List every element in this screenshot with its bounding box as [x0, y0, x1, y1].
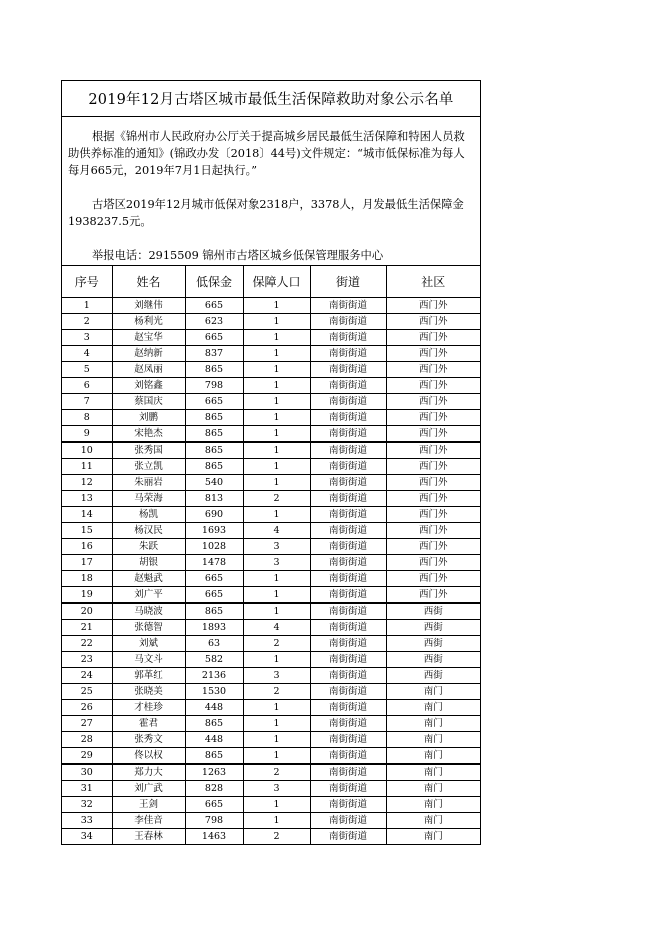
- household-size-cell: 1: [243, 330, 310, 346]
- row-index-cell: 18: [62, 571, 112, 587]
- community-cell: 南门: [386, 716, 480, 732]
- table-row: [62, 668, 480, 684]
- subdistrict-cell: 南街街道: [310, 829, 386, 845]
- row-index-cell: 28: [62, 732, 112, 748]
- allowance-amount-cell: 665: [185, 394, 243, 410]
- table-header-row: [62, 266, 480, 298]
- allowance-amount-cell: 690: [185, 507, 243, 523]
- community-cell: 西门外: [386, 507, 480, 523]
- row-index-cell: 8: [62, 410, 112, 426]
- subdistrict-cell: 南街街道: [310, 764, 386, 781]
- table-row: [62, 716, 480, 732]
- recipients-table: [62, 266, 480, 844]
- recipient-name-cell: 刘斌: [112, 636, 185, 652]
- recipient-name-cell: 李佳音: [112, 813, 185, 829]
- subdistrict-cell: 南街街道: [310, 797, 386, 813]
- row-index-cell: 33: [62, 813, 112, 829]
- row-index-cell: 27: [62, 716, 112, 732]
- household-size-cell: 3: [243, 555, 310, 571]
- row-index-cell: 6: [62, 378, 112, 394]
- allowance-amount-cell: 665: [185, 587, 243, 604]
- allowance-amount-cell: 865: [185, 603, 243, 620]
- recipient-name-cell: 张秀文: [112, 732, 185, 748]
- row-index-cell: 12: [62, 475, 112, 491]
- household-size-cell: 1: [243, 716, 310, 732]
- recipient-name-cell: 张晓美: [112, 684, 185, 700]
- allowance-amount-cell: 1893: [185, 620, 243, 636]
- community-cell: 西门外: [386, 362, 480, 378]
- table-row: [62, 652, 480, 668]
- table-row: [62, 426, 480, 443]
- subdistrict-cell: 南街街道: [310, 459, 386, 475]
- notice-hotline-text: 举报电话：2915509 锦州市古塔区城乡低保管理服务中心: [92, 249, 384, 262]
- header-subdistrict: 街道: [310, 266, 386, 298]
- subdistrict-cell: 南街街道: [310, 652, 386, 668]
- row-index-cell: 24: [62, 668, 112, 684]
- table-row: [62, 523, 480, 539]
- community-cell: 西街: [386, 636, 480, 652]
- row-index-cell: 23: [62, 652, 112, 668]
- table-row: [62, 636, 480, 652]
- community-cell: 南门: [386, 764, 480, 781]
- recipient-name-cell: 刘继伟: [112, 298, 185, 314]
- community-cell: 南门: [386, 748, 480, 765]
- header-allowance: 低保金: [185, 266, 243, 298]
- household-size-cell: 1: [243, 362, 310, 378]
- recipient-name-cell: 赵宝华: [112, 330, 185, 346]
- subdistrict-cell: 南街街道: [310, 620, 386, 636]
- community-cell: 西门外: [386, 378, 480, 394]
- allowance-amount-cell: 865: [185, 459, 243, 475]
- recipient-name-cell: 赵凤丽: [112, 362, 185, 378]
- row-index-cell: 10: [62, 442, 112, 459]
- subdistrict-cell: 南街街道: [310, 668, 386, 684]
- recipient-name-cell: 佟以权: [112, 748, 185, 765]
- recipient-name-cell: 才桂珍: [112, 700, 185, 716]
- household-size-cell: 1: [243, 475, 310, 491]
- recipient-name-cell: 朱跃: [112, 539, 185, 555]
- table-row: [62, 732, 480, 748]
- recipient-name-cell: 刘铭鑫: [112, 378, 185, 394]
- table-row: [62, 620, 480, 636]
- household-size-cell: 2: [243, 829, 310, 845]
- subdistrict-cell: 南街街道: [310, 378, 386, 394]
- notice-summary-text: 古塔区2019年12月城市低保对象2318户，3378人，月发最低生活保障金1938237.5元。: [68, 198, 464, 228]
- spreadsheet: [61, 80, 481, 845]
- notice-policy-text: 根据《锦州市人民政府办公厅关于提高城乡居民最低生活保障和特困人员救助供养标准的通知》(锦政办发〔2018〕44号)文件规定：“城市低保标准为每人每月665元，2019年7月1日起执行。”: [68, 130, 465, 177]
- allowance-amount-cell: 837: [185, 346, 243, 362]
- table-row: [62, 346, 480, 362]
- table-row: [62, 507, 480, 523]
- recipient-name-cell: 郭革红: [112, 668, 185, 684]
- allowance-amount-cell: 828: [185, 781, 243, 797]
- table-row: [62, 587, 480, 604]
- household-size-cell: 1: [243, 442, 310, 459]
- recipient-name-cell: 朱丽岩: [112, 475, 185, 491]
- community-cell: 西门外: [386, 539, 480, 555]
- community-cell: 西门外: [386, 491, 480, 507]
- community-cell: 西门外: [386, 555, 480, 571]
- table-row: [62, 491, 480, 507]
- household-size-cell: 1: [243, 700, 310, 716]
- allowance-amount-cell: 582: [185, 652, 243, 668]
- community-cell: 西门外: [386, 523, 480, 539]
- row-index-cell: 32: [62, 797, 112, 813]
- table-row: [62, 330, 480, 346]
- subdistrict-cell: 南街街道: [310, 603, 386, 620]
- household-size-cell: 3: [243, 539, 310, 555]
- row-index-cell: 11: [62, 459, 112, 475]
- table-row: [62, 748, 480, 765]
- table-row: [62, 571, 480, 587]
- household-size-cell: 1: [243, 394, 310, 410]
- subdistrict-cell: 南街街道: [310, 748, 386, 765]
- row-index-cell: 26: [62, 700, 112, 716]
- header-index: 序号: [62, 266, 112, 298]
- table-row: [62, 555, 480, 571]
- header-household-size: 保障人口: [243, 266, 310, 298]
- recipient-name-cell: 刘广平: [112, 587, 185, 604]
- household-size-cell: 2: [243, 764, 310, 781]
- table-row: [62, 781, 480, 797]
- allowance-amount-cell: 63: [185, 636, 243, 652]
- recipient-name-cell: 赵纳新: [112, 346, 185, 362]
- recipient-name-cell: 马荣海: [112, 491, 185, 507]
- household-size-cell: 1: [243, 459, 310, 475]
- allowance-amount-cell: 798: [185, 813, 243, 829]
- household-size-cell: 2: [243, 684, 310, 700]
- table-row: [62, 700, 480, 716]
- allowance-amount-cell: 813: [185, 491, 243, 507]
- community-cell: 西门外: [386, 314, 480, 330]
- row-index-cell: 21: [62, 620, 112, 636]
- table-row: [62, 459, 480, 475]
- subdistrict-cell: 南街街道: [310, 571, 386, 587]
- community-cell: 西街: [386, 603, 480, 620]
- household-size-cell: 3: [243, 781, 310, 797]
- household-size-cell: 4: [243, 523, 310, 539]
- community-cell: 南门: [386, 700, 480, 716]
- table-row: [62, 298, 480, 314]
- allowance-amount-cell: 623: [185, 314, 243, 330]
- row-index-cell: 9: [62, 426, 112, 443]
- row-index-cell: 25: [62, 684, 112, 700]
- subdistrict-cell: 南街街道: [310, 442, 386, 459]
- row-index-cell: 22: [62, 636, 112, 652]
- row-index-cell: 14: [62, 507, 112, 523]
- recipient-name-cell: 王春林: [112, 829, 185, 845]
- row-index-cell: 19: [62, 587, 112, 604]
- row-index-cell: 4: [62, 346, 112, 362]
- subdistrict-cell: 南街街道: [310, 813, 386, 829]
- allowance-amount-cell: 2136: [185, 668, 243, 684]
- row-index-cell: 7: [62, 394, 112, 410]
- household-size-cell: 1: [243, 507, 310, 523]
- household-size-cell: 1: [243, 571, 310, 587]
- allowance-amount-cell: 1693: [185, 523, 243, 539]
- recipient-name-cell: 杨凯: [112, 507, 185, 523]
- recipient-name-cell: 刘鹏: [112, 410, 185, 426]
- household-size-cell: 1: [243, 378, 310, 394]
- household-size-cell: 1: [243, 346, 310, 362]
- recipient-name-cell: 霍君: [112, 716, 185, 732]
- recipient-name-cell: 张立凯: [112, 459, 185, 475]
- household-size-cell: 1: [243, 732, 310, 748]
- subdistrict-cell: 南街街道: [310, 523, 386, 539]
- household-size-cell: 1: [243, 410, 310, 426]
- row-index-cell: 3: [62, 330, 112, 346]
- community-cell: 西门外: [386, 394, 480, 410]
- subdistrict-cell: 南街街道: [310, 732, 386, 748]
- community-cell: 南门: [386, 684, 480, 700]
- subdistrict-cell: 南街街道: [310, 330, 386, 346]
- recipient-name-cell: 刘广武: [112, 781, 185, 797]
- table-row: [62, 829, 480, 845]
- row-index-cell: 17: [62, 555, 112, 571]
- allowance-amount-cell: 665: [185, 298, 243, 314]
- row-index-cell: 16: [62, 539, 112, 555]
- community-cell: 西街: [386, 620, 480, 636]
- table-row: [62, 410, 480, 426]
- subdistrict-cell: 南街街道: [310, 426, 386, 443]
- community-cell: 西门外: [386, 426, 480, 443]
- household-size-cell: 4: [243, 620, 310, 636]
- subdistrict-cell: 南街街道: [310, 555, 386, 571]
- community-cell: 南门: [386, 732, 480, 748]
- recipient-name-cell: 宋艳杰: [112, 426, 185, 443]
- allowance-amount-cell: 865: [185, 442, 243, 459]
- allowance-amount-cell: 1463: [185, 829, 243, 845]
- subdistrict-cell: 南街街道: [310, 394, 386, 410]
- household-size-cell: 1: [243, 813, 310, 829]
- subdistrict-cell: 南街街道: [310, 362, 386, 378]
- allowance-amount-cell: 865: [185, 426, 243, 443]
- table-row: [62, 603, 480, 620]
- allowance-amount-cell: 865: [185, 748, 243, 765]
- row-index-cell: 30: [62, 764, 112, 781]
- community-cell: 西门外: [386, 410, 480, 426]
- allowance-amount-cell: 798: [185, 378, 243, 394]
- allowance-amount-cell: 1478: [185, 555, 243, 571]
- household-size-cell: 1: [243, 314, 310, 330]
- allowance-amount-cell: 540: [185, 475, 243, 491]
- household-size-cell: 1: [243, 426, 310, 443]
- table-row: [62, 539, 480, 555]
- household-size-cell: 1: [243, 298, 310, 314]
- table-row: [62, 684, 480, 700]
- community-cell: 南门: [423, 831, 443, 842]
- community-cell: 西门外: [386, 442, 480, 459]
- allowance-amount-cell: 865: [185, 716, 243, 732]
- allowance-amount-cell: 448: [185, 700, 243, 716]
- table-row: [62, 394, 480, 410]
- subdistrict-cell: 南街街道: [310, 314, 386, 330]
- header-community: 社区: [386, 266, 480, 298]
- recipient-name-cell: 王剑: [112, 797, 185, 813]
- table-row: [62, 362, 480, 378]
- household-size-cell: 2: [243, 636, 310, 652]
- table-row: [62, 797, 480, 813]
- community-cell: 南门: [386, 797, 480, 813]
- allowance-amount-cell: 1530: [185, 684, 243, 700]
- recipient-name-cell: 蔡国庆: [112, 394, 185, 410]
- row-index-cell: 1: [62, 298, 112, 314]
- recipient-name-cell: 胡银: [112, 555, 185, 571]
- subdistrict-cell: 南街街道: [310, 475, 386, 491]
- subdistrict-cell: 南街街道: [310, 781, 386, 797]
- row-index-cell: 13: [62, 491, 112, 507]
- recipient-name-cell: 杨汉民: [112, 523, 185, 539]
- row-index-cell: 15: [62, 523, 112, 539]
- household-size-cell: 2: [243, 491, 310, 507]
- table-row: [62, 314, 480, 330]
- community-cell: 西门外: [386, 571, 480, 587]
- recipient-name-cell: 马文斗: [112, 652, 185, 668]
- subdistrict-cell: 南街街道: [310, 700, 386, 716]
- recipient-name-cell: 张秀国: [112, 442, 185, 459]
- row-index-cell: 31: [62, 781, 112, 797]
- allowance-amount-cell: 448: [185, 732, 243, 748]
- row-index-cell: 5: [62, 362, 112, 378]
- subdistrict-cell: 南街街道: [310, 539, 386, 555]
- table-row: [62, 764, 480, 781]
- table-row: [62, 813, 480, 829]
- row-index-cell: 29: [62, 748, 112, 765]
- community-cell: 西门外: [386, 298, 480, 314]
- household-size-cell: 1: [243, 797, 310, 813]
- allowance-amount-cell: 865: [185, 362, 243, 378]
- household-size-cell: 1: [243, 652, 310, 668]
- community-cell: 西门外: [386, 459, 480, 475]
- header-name: 姓名: [112, 266, 185, 298]
- community-cell: 西门外: [386, 330, 480, 346]
- notice-block: [62, 117, 480, 266]
- community-cell: 西门外: [386, 346, 480, 362]
- table-row: [62, 442, 480, 459]
- community-cell: 南门: [386, 781, 480, 797]
- row-index-cell: 20: [62, 603, 112, 620]
- allowance-amount-cell: 1263: [185, 764, 243, 781]
- recipient-name-cell: 马晓波: [112, 603, 185, 620]
- community-cell: 南门: [386, 813, 480, 829]
- household-size-cell: 1: [243, 603, 310, 620]
- row-index-cell: 2: [62, 314, 112, 330]
- subdistrict-cell: 南街街道: [310, 410, 386, 426]
- community-cell: 西门外: [386, 587, 480, 604]
- subdistrict-cell: 南街街道: [310, 346, 386, 362]
- allowance-amount-cell: 1028: [185, 539, 243, 555]
- sheet-title: 2019年12月古塔区城市最低生活保障救助对象公示名单: [62, 81, 480, 117]
- community-cell: 西街: [386, 652, 480, 668]
- allowance-amount-cell: 665: [185, 797, 243, 813]
- recipient-name-cell: 郑力大: [112, 764, 185, 781]
- household-size-cell: 1: [243, 587, 310, 604]
- recipient-name-cell: 赵魁武: [112, 571, 185, 587]
- subdistrict-cell: 南街街道: [310, 716, 386, 732]
- table-row: [62, 475, 480, 491]
- subdistrict-cell: 南街街道: [310, 636, 386, 652]
- household-size-cell: 1: [243, 748, 310, 765]
- allowance-amount-cell: 665: [185, 571, 243, 587]
- allowance-amount-cell: 865: [185, 410, 243, 426]
- allowance-amount-cell: 665: [185, 330, 243, 346]
- community-cell: 西门外: [386, 475, 480, 491]
- table-row: [62, 378, 480, 394]
- row-index-cell: 34: [62, 829, 112, 845]
- subdistrict-cell: 南街街道: [310, 684, 386, 700]
- subdistrict-cell: 南街街道: [310, 587, 386, 604]
- subdistrict-cell: 南街街道: [310, 507, 386, 523]
- community-cell: 西街: [386, 668, 480, 684]
- subdistrict-cell: 南街街道: [310, 298, 386, 314]
- recipient-name-cell: 杨利光: [112, 314, 185, 330]
- subdistrict-cell: 南街街道: [310, 491, 386, 507]
- household-size-cell: 3: [243, 668, 310, 684]
- recipient-name-cell: 张德智: [112, 620, 185, 636]
